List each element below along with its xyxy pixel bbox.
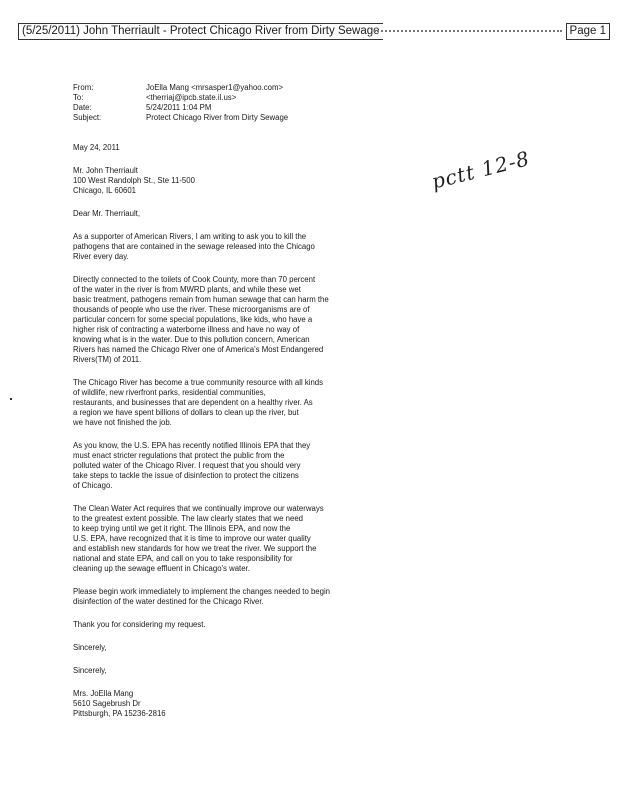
paragraph-line: higher risk of contracting a waterborne illness and have no way of — [73, 325, 300, 334]
paragraph-line: of Chicago. — [73, 481, 113, 490]
meta-from-row — [73, 83, 288, 93]
header-dotted-rule — [374, 30, 562, 32]
meta-from-value: JoElla Mang <mrsasper1@yahoo.com> — [146, 83, 284, 92]
letter-body — [73, 143, 348, 732]
paragraph-line: Thank you for considering my request. — [73, 620, 206, 629]
meta-to-value: <therriaj@ipcb.state.il.us> — [146, 93, 237, 102]
paragraph-line: basic treatment, pathogens remain from human sewage that can harm the — [73, 295, 329, 304]
meta-subject-label: Subject: — [73, 113, 102, 122]
salutation: Dear Mr. Therriault, — [73, 209, 141, 218]
handwritten-annotation: pctt 12-8 — [429, 146, 533, 194]
meta-date-label: Date: — [73, 103, 92, 112]
paragraph-2 — [73, 275, 348, 365]
paragraph-line: Rivers(TM) of 2011. — [73, 355, 142, 364]
paragraph-6 — [73, 587, 348, 607]
paragraph-line: knowing what is in the water. Due to this pollution concern, American — [73, 335, 310, 344]
meta-to-label: To: — [73, 93, 84, 102]
closing-1: Sincerely, — [73, 643, 107, 652]
paragraph-4 — [73, 441, 348, 491]
paragraph-line: Rivers has named the Chicago River one of America's Most Endangered — [73, 345, 324, 354]
paragraph-line: to the greatest extent possible. The law clearly states that we need — [73, 514, 303, 523]
meta-date-value: 5/24/2011 1:04 PM — [146, 103, 212, 112]
paragraph-line: cleaning up the sewage effluent in Chicago's water. — [73, 564, 250, 573]
margin-mark — [10, 398, 12, 400]
paragraph-line: take steps to tackle the issue of disinfection to protect the citizens — [73, 471, 299, 480]
paragraph-line: restaurants, and businesses that are dependent on a healthy river. As — [73, 398, 313, 407]
paragraph-1 — [73, 232, 348, 262]
paragraph-line: of the water in the river is from MWRD plants, and while these wet — [73, 285, 301, 294]
header-title: (5/25/2011) John Therriault - Protect Chicago River from Dirty Sewage — [18, 23, 383, 40]
paragraph-line: pathogens that are contained in the sewage released into the Chicago — [73, 242, 315, 251]
meta-from-label: From: — [73, 83, 94, 92]
signature-line: 5610 Sagebrush Dr — [73, 699, 141, 708]
paragraph-line: River every day. — [73, 252, 129, 261]
paragraph-line: disinfection of the water destined for the Chicago River. — [73, 597, 264, 606]
signature-line: Pittsburgh, PA 15236-2816 — [73, 709, 166, 718]
signature-line: Mrs. JoElla Mang — [73, 689, 134, 698]
paragraph-line: As a supporter of American Rivers, I am writing to ask you to kill the — [73, 232, 307, 241]
meta-date-row — [73, 103, 288, 113]
meta-subject-row — [73, 113, 288, 123]
address-line: Chicago, IL 60601 — [73, 186, 136, 195]
paragraph-line: of wildlife, new riverfront parks, residential communities, — [73, 388, 266, 397]
paragraph-line: and establish new standards for how we treat the river. We support the — [73, 544, 317, 553]
paragraph-line: As you know, the U.S. EPA has recently notified Illinois EPA that they — [73, 441, 311, 450]
page-header — [14, 22, 610, 40]
paragraph-line: The Clean Water Act requires that we continually improve our waterways — [73, 504, 324, 513]
paragraph-line: Please begin work immediately to implement the changes needed to begin — [73, 587, 331, 596]
paragraph-5 — [73, 504, 348, 574]
paragraph-line: must enact stricter regulations that protect the public from the — [73, 451, 285, 460]
paragraph-line: The Chicago River has become a true community resource with all kinds — [73, 378, 324, 387]
paragraph-line: U.S. EPA, have recognized that it is time to improve our water quality — [73, 534, 311, 543]
paragraph-line: a region we have spent billions of dollars to clean up the river, but — [73, 408, 299, 417]
paragraph-line: thousands of people who use the river. These microorganisms are of — [73, 305, 310, 314]
closing-2: Sincerely, — [73, 666, 107, 675]
signature-block — [73, 689, 348, 719]
paragraph-3 — [73, 378, 348, 428]
paragraph-line: national and state EPA, and call on you to take responsibility for — [73, 554, 293, 563]
letter-date: May 24, 2011 — [73, 143, 120, 152]
recipient-address — [73, 166, 348, 196]
address-line: 100 West Randolph St., Ste 11-500 — [73, 176, 195, 185]
paragraph-line: particular concern for some special populations, like kids, who have a — [73, 315, 313, 324]
meta-subject-value: Protect Chicago River from Dirty Sewage — [146, 113, 289, 122]
paragraph-line: polluted water of the Chicago River. I request that you should very — [73, 461, 301, 470]
address-line: Mr. John Therriault — [73, 166, 138, 175]
paragraph-line: Directly connected to the toilets of Cook County, more than 70 percent — [73, 275, 316, 284]
paragraph-line: we have not finished the job. — [73, 418, 172, 427]
paragraph-7 — [73, 620, 348, 630]
meta-to-row — [73, 93, 288, 103]
email-metadata — [73, 83, 288, 123]
paragraph-line: to keep trying until we get it right. The Illinois EPA, and now the — [73, 524, 291, 533]
header-page-label: Page 1 — [566, 23, 610, 40]
